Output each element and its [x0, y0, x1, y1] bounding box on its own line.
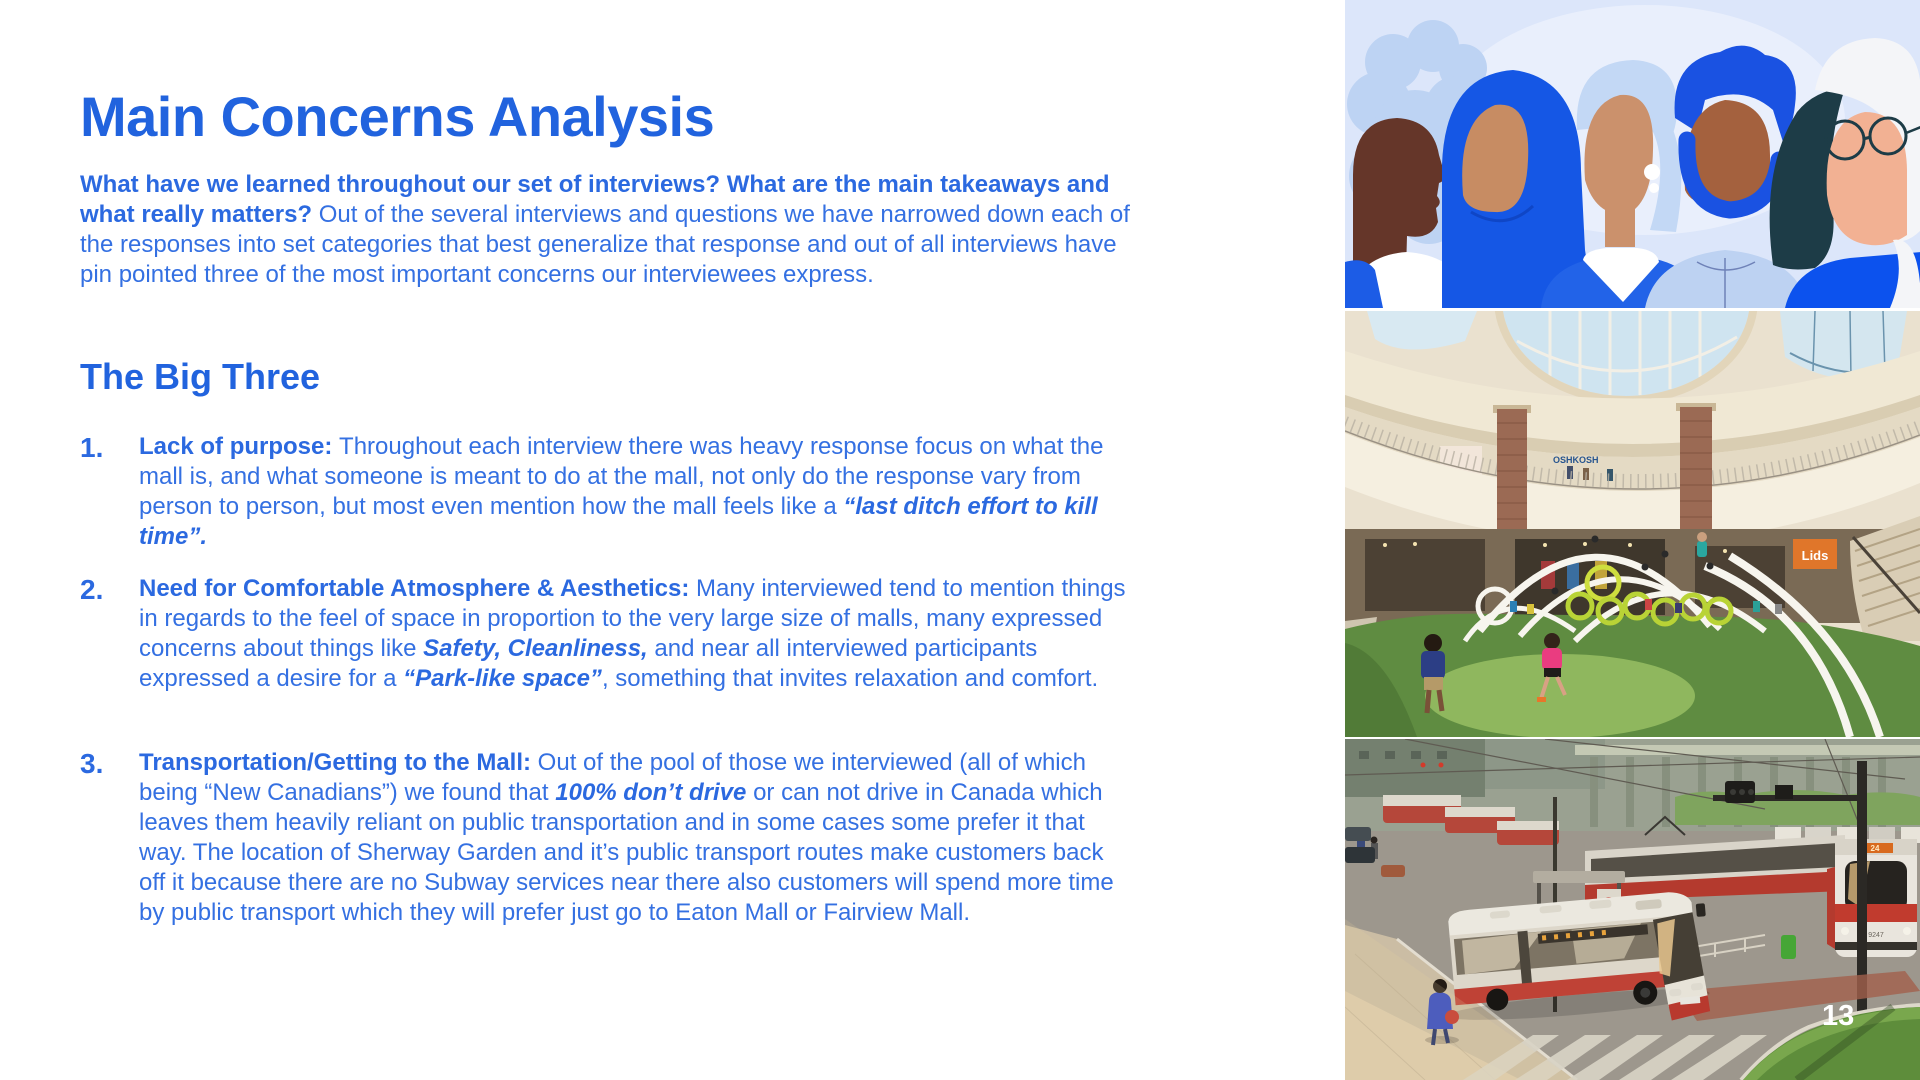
photo-mall-atrium [1345, 311, 1920, 737]
item-number-2: 2. [80, 574, 104, 605]
list-item-1 [80, 432, 1136, 552]
list-item-3 [80, 748, 1136, 928]
item-number-1: 1. [80, 432, 104, 463]
lower-storefronts [1345, 529, 1920, 623]
mall-atrium-svg [1345, 311, 1920, 737]
illustration-diverse-people [1345, 0, 1920, 308]
intro-paragraph [80, 170, 1132, 290]
page-number: 13 [1822, 1000, 1855, 1032]
tram [1827, 839, 1917, 957]
item-text-3: Transportation/Getting to the Mall: Out of the pool of those we interviewed (all of which being “New Canadians”) we found that 100% don’t drive or can not drive in Canada which leaves them heavily reliant on public transportation and in some cases some prefer it that way. The location of Sherway Garden and it’s public transport routes make customers back off it because there are no Subway services near there also customers will spend more time by public transport which they will prefer just go to Eaton Mall or Fairview Mall. [139, 749, 1114, 926]
mall-sign-oshkosh: OSHKOSH [1553, 455, 1599, 465]
item-number-3: 3. [80, 748, 104, 779]
tram-route-number: 24 [1870, 844, 1880, 853]
intro-lead: What have we learned throughout our set of interviews? What are the main takeaways and what really matters? [80, 171, 1110, 228]
mall-sign-lids: Lids [1801, 548, 1829, 563]
list-item-2 [80, 574, 1136, 694]
item-text-1: Lack of purpose: Throughout each interview there was heavy response focus on what the mall is, and what someone is meant to do at the mall, not only do the response vary from person to person, but most even mention how the mall feels like a “last ditch effort to kill time”. [139, 433, 1104, 550]
item-text-2: Need for Comfortable Atmosphere & Aesthetics: Many interviewed tend to mention things in regards to the feel of space in proportion to the very large size of malls, many expressed concerns about things like Safety, Cleanliness, and near all interviewed participants expressed a desire for a “Park-like space”, something that invites relaxation and comfort. [139, 575, 1126, 692]
section-heading: The Big Three [80, 356, 321, 397]
intro-body: Out of the several interviews and questions we have narrowed down each of the responses into set categories that best generalize that response and out of all interviews have pin pointed three of the most important concerns our interviewees express. [80, 201, 1130, 288]
diverse-people-svg [1345, 0, 1920, 308]
page-title: Main Concerns Analysis [80, 85, 715, 148]
tram-fleet-number: 9247 [1868, 932, 1884, 939]
